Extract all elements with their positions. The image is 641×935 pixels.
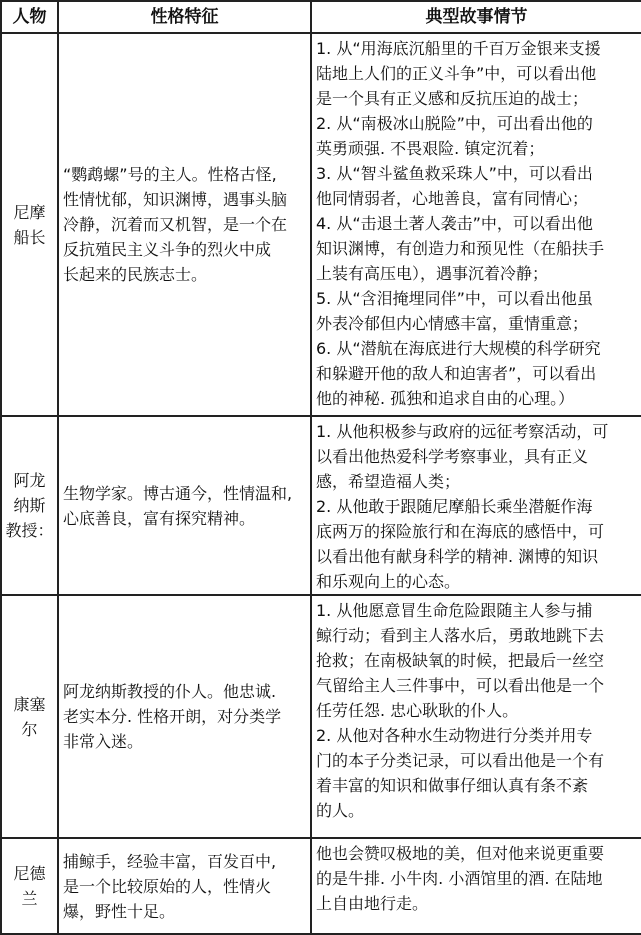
- traits-line: 是一个比较原始的人，性情火: [63, 876, 272, 896]
- name-line: 兰: [21, 889, 38, 908]
- traits-line: 性情忧郁，知识渊博，遇事头脑: [63, 190, 288, 209]
- name-line: 教授：: [5, 521, 54, 540]
- traits-line: 捕鲸手，经验丰富，百发百中,: [63, 851, 277, 871]
- traits-line: “鹦鹉螺”号的主人。性格古怪,: [63, 165, 277, 184]
- story-line: 底两万的探险旅行和在海底的感悟中，可: [316, 522, 605, 541]
- name-line: 尔: [21, 719, 38, 739]
- traits-line: 阿龙纳斯教授的仆人。他忠诚.: [63, 682, 277, 701]
- story-line: 鲸行动；看到主人落水后，勇敢地跳下去: [316, 626, 605, 645]
- header-traits: 性格特征: [58, 1, 311, 33]
- traits-line: 冷静，沉着而又机智，是一个在: [63, 215, 288, 234]
- story-line: 6. 从“潜航在海底进行大规模的科学研究: [316, 339, 601, 358]
- story-line: 2. 从“南极冰山脱险”中，可出看出他的: [316, 114, 593, 133]
- traits-line: 反抗殖民主义斗争的烈火中成: [63, 240, 272, 259]
- story-cell: [311, 416, 641, 595]
- story-line: 气留给主人三件事中，可以看出他是一个: [316, 676, 605, 695]
- story-line: 任劳任怨. 忠心耿耿的仆人。: [316, 701, 519, 720]
- name-line: 康塞: [13, 694, 46, 714]
- row-aronnax: [1, 416, 641, 595]
- name-line: 船长: [13, 227, 46, 247]
- story-line: 感，希望造福人类；: [316, 472, 461, 491]
- header-row: [1, 1, 641, 33]
- name-line: 阿龙: [13, 471, 46, 490]
- story-line: 知识渊博，有创造力和预见性（在船扶手: [316, 239, 605, 258]
- story-line: 1. 从“用海底沉船里的千百万金银来支援: [316, 39, 601, 58]
- story-line: 5. 从“含泪掩埋同伴”中，可以看出他虽: [316, 289, 593, 308]
- story-line: 他的神秘. 孤独和追求自由的心理。）: [316, 389, 575, 408]
- name-cell: [1, 416, 58, 595]
- row-captain-nemo: [1, 33, 641, 416]
- story-line: 他同情弱者，心地善良，富有同情心；: [316, 189, 589, 208]
- story-line: 的是牛排. 小牛肉. 小酒馆里的酒. 在陆地: [316, 869, 603, 888]
- story-line: 上装有高压电），遇事沉着冷静；: [316, 264, 549, 283]
- name-cell: [1, 838, 58, 934]
- story-line: 抢救；在南极缺氧的时候，把最后一丝空: [316, 651, 605, 670]
- header-stories: 典型故事情节: [311, 1, 641, 33]
- story-cell: [311, 838, 641, 934]
- story-line: 2. 从他对各种水生动物进行分类并用专: [316, 726, 593, 745]
- story-line: 4. 从“击退土著人袭击”中，可以看出他: [316, 214, 593, 233]
- story-line: 1. 从他愿意冒生命危险跟随主人参与捕: [316, 601, 593, 620]
- traits-line: 心底善良，富有探究精神。: [63, 508, 256, 528]
- story-line: 他也会赞叹极地的美，但对他来说更重要: [316, 844, 605, 863]
- story-line: 2. 从他敢于跟随尼摩船长乘坐潜艇作海: [316, 497, 593, 516]
- story-line: 外表冷郁但内心情感丰富，重情重意；: [316, 314, 589, 333]
- name-line: 尼摩: [13, 202, 46, 222]
- traits-line: 非常入迷。: [63, 732, 144, 751]
- story-line: 英勇顽强. 不畏艰险. 镇定沉着；: [316, 139, 545, 158]
- row-ned-land: [1, 838, 641, 934]
- header-name: 人物: [1, 1, 58, 33]
- name-cell: [1, 595, 58, 838]
- story-line: 以看出他有献身科学的精神. 渊博的知识: [316, 547, 599, 566]
- story-line: 以看出他热爱科学考察事业，具有正义: [316, 447, 589, 466]
- story-line: 着丰富的知识和做事仔细认真有条不紊: [316, 776, 589, 795]
- traits-cell: [58, 416, 311, 595]
- traits-cell: [58, 838, 311, 934]
- story-line: 的人。: [316, 801, 365, 820]
- traits-line: 老实本分. 性格开朗，对分类学: [63, 707, 282, 726]
- traits-cell: [58, 595, 311, 838]
- story-line: 和躲避开他的敌人和迫害者”，可以看出: [316, 364, 597, 383]
- row-conseil: [1, 595, 641, 838]
- story-cell: [311, 33, 641, 416]
- name-line: 尼德: [13, 864, 46, 883]
- story-line: 上自由地行走。: [316, 894, 429, 913]
- traits-cell: [58, 33, 311, 416]
- traits-line: 爆，野性十足。: [63, 901, 176, 921]
- story-line: 和乐观向上的心态。: [316, 572, 461, 591]
- name-cell: [1, 33, 58, 416]
- story-line: 1. 从他积极参与政府的远征考察活动，可: [316, 422, 609, 441]
- name-line: 纳斯: [13, 496, 46, 515]
- story-line: 是一个具有正义感和反抗压迫的战士；: [316, 89, 589, 108]
- story-line: 门的本子分类记录，可以看出他是一个有: [316, 751, 605, 770]
- story-line: 陆地上人们的正义斗争”中，可以看出他: [316, 64, 597, 83]
- traits-line: 长起来的民族志士。: [63, 265, 208, 284]
- story-line: 3. 从“智斗鲨鱼救采珠人”中，可以看出: [316, 164, 593, 183]
- story-cell: [311, 595, 641, 838]
- traits-line: 生物学家。博古通今，性情温和,: [63, 483, 293, 503]
